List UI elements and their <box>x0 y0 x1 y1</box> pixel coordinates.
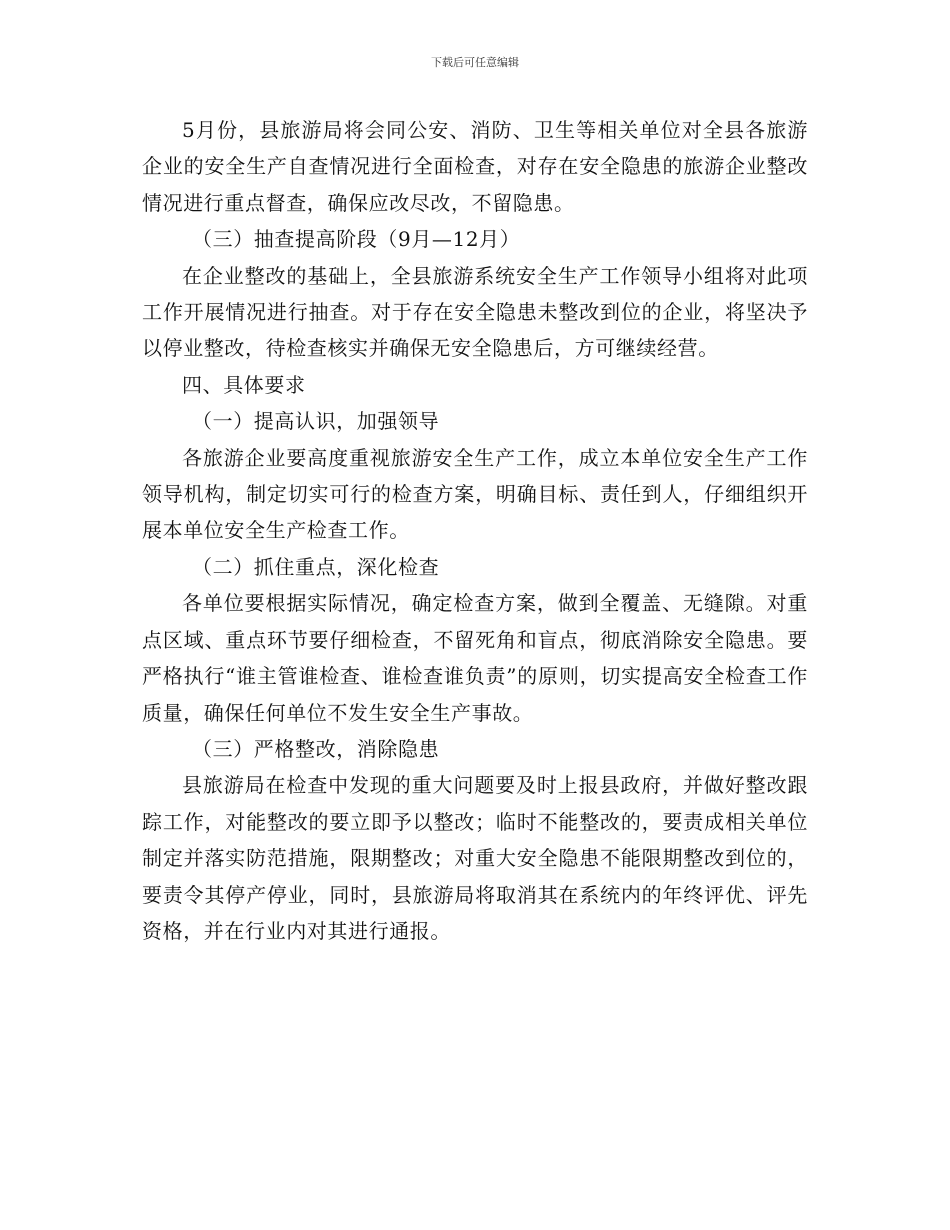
paragraph-rectification: 县旅游局在检查中发现的重大问题要及时上报县政府，并做好整改跟踪工作，对能整改的要立即予以整改；临时不能整改的，要责成相关单位制定并落实防范措施，限期整改；对重大安全隐患不能限期整改到位的，要责令其停产停业，同时，县旅游局将取消其在系统内的年终评优、评先资格，并在行业内对其进行通报。 <box>142 773 808 943</box>
page-header: 下载后可任意编辑 <box>431 56 519 69</box>
document-body <box>142 112 808 949</box>
section-heading-focus: （二）抓住重点，深化检查 <box>192 554 440 579</box>
section-heading-rectification: （三）严格整改，消除隐患 <box>192 736 440 761</box>
section-heading-spot-check: （三）抽查提高阶段（9月—12月） <box>192 227 521 252</box>
paragraph-focus: 各单位要根据实际情况，确定检查方案，做到全覆盖、无缝隙。对重点区域、重点环节要仔细检查，不留死角和盲点，彻底消除安全隐患。要严格执行“谁主管谁检查、谁检查谁负责”的原则，切实提高安全检查工作质量，确保任何单位不发生安全生产事故。 <box>142 591 808 725</box>
paragraph-spot-check: 在企业整改的基础上，全县旅游系统安全生产工作领导小组将对此项工作开展情况进行抽查。对于存在安全隐患未整改到位的企业，将坚决予以停业整改，待检查核实并确保无安全隐患后，方可继续经营。 <box>142 263 808 361</box>
section-heading-awareness: （一）提高认识，加强领导 <box>192 409 440 434</box>
section-heading-requirements: 四、具体要求 <box>182 372 306 397</box>
paragraph-awareness: 各旅游企业要高度重视旅游安全生产工作，成立本单位安全生产工作领导机构，制定切实可行的检查方案，明确目标、责任到人，仔细组织开展本单位安全生产检查工作。 <box>142 445 808 543</box>
paragraph-inspection-may: 5月份，县旅游局将会同公安、消防、卫生等相关单位对全县各旅游企业的安全生产自查情况进行全面检查，对存在安全隐患的旅游企业整改情况进行重点督查，确保应改尽改，不留隐患。 <box>142 118 808 215</box>
